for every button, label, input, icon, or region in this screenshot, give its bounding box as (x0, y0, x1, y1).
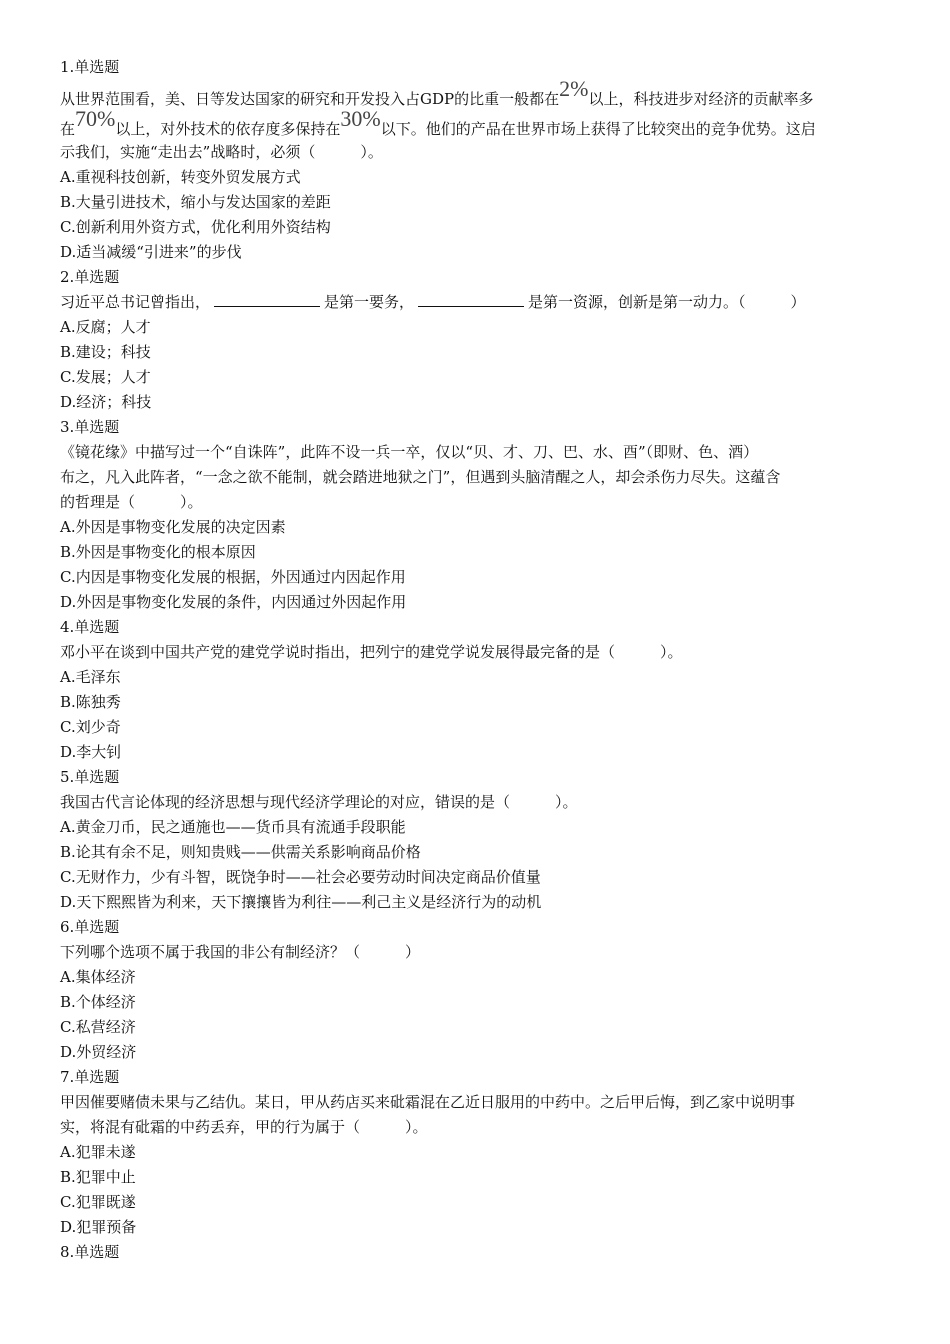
answer-blank (418, 292, 524, 307)
option-c[interactable]: C.刘少奇 (60, 718, 121, 736)
question-2-stem (60, 290, 900, 315)
stem-text: 是第一资源，创新是第一动力。（ ） (528, 293, 806, 311)
option-c[interactable]: C.创新利用外资方式，优化利用外资结构 (60, 218, 331, 236)
option-b[interactable]: B.犯罪中止 (60, 1168, 136, 1186)
option-a[interactable]: A.毛泽东 (60, 668, 121, 686)
question-4-stem: 邓小平在谈到中国共产党的建党学说时指出，把列宁的建党学说发展得最完备的是（ ）。 (60, 643, 683, 661)
question-1-header: 1.单选题 (60, 58, 120, 76)
stem-text: 在 (60, 120, 76, 138)
question-5-header: 5.单选题 (60, 768, 120, 786)
option-c[interactable]: C.发展；人才 (60, 368, 151, 386)
question-3-stem-line-1: 《镜花缘》中描写过一个“自诛阵”，此阵不设一兵一卒，仅以“贝、才、刀、巴、水、酉”（即财、色、酒） (60, 443, 759, 461)
option-a[interactable]: A.集体经济 (60, 968, 136, 986)
option-a[interactable]: A.反腐；人才 (60, 318, 151, 336)
option-d[interactable]: D.适当减缓“引进来”的步伐 (60, 243, 242, 261)
option-b[interactable]: B.陈独秀 (60, 693, 121, 711)
option-c[interactable]: C.私营经济 (60, 1018, 136, 1036)
question-7-stem-line-1: 甲因催要赌债未果与乙结仇。某日，甲从药店买来砒霜混在乙近日服用的中药中。之后甲后悔，到乙家中说明事 (60, 1093, 796, 1111)
stem-text: 从世界范围看，美、日等发达国家的研究和开发投入占GDP的比重一般都在 (60, 90, 560, 108)
option-d[interactable]: D.李大钊 (60, 743, 122, 761)
stem-text: 习近平总书记曾指出， (60, 293, 211, 311)
option-c[interactable]: C.内因是事物变化发展的根据，外因通过内因起作用 (60, 568, 406, 586)
stem-text: 以上，科技进步对经济的贡献率多 (588, 90, 814, 108)
question-7-stem-line-2: 实，将混有砒霜的中药丢弃，甲的行为属于（ ）。 (60, 1118, 428, 1136)
question-1-stem-line-1 (60, 76, 900, 110)
option-a[interactable]: A.黄金刀币，民之通施也——货币具有流通手段职能 (60, 818, 406, 836)
percent-value: 2% (559, 76, 589, 101)
option-b[interactable]: B.个体经济 (60, 993, 136, 1011)
question-1-stem-line-2 (60, 106, 900, 140)
option-d[interactable]: D.外贸经济 (60, 1043, 137, 1061)
question-4-header: 4.单选题 (60, 618, 120, 636)
percent-value: 30% (340, 106, 381, 131)
stem-text: 是第一要务， (324, 293, 415, 311)
question-8-header: 8.单选题 (60, 1243, 120, 1261)
question-3-stem-line-2: 布之，凡入此阵者，“一念之欲不能制，就会踏进地狱之门”，但遇到头脑清醒之人，却会杀伤力尽失。这蕴含 (60, 468, 781, 486)
option-d[interactable]: D.犯罪预备 (60, 1218, 137, 1236)
question-1-stem-line-3: 示我们，实施“走出去”战略时，必须（ ）。 (60, 143, 383, 161)
option-a[interactable]: A.外因是事物变化发展的决定因素 (60, 518, 286, 536)
document-body (60, 55, 900, 1265)
option-b[interactable]: B.论其有余不足，则知贵贱——供需关系影响商品价格 (60, 843, 421, 861)
option-b[interactable]: B.大量引进技术，缩小与发达国家的差距 (60, 193, 331, 211)
question-6-header: 6.单选题 (60, 918, 120, 936)
answer-blank (214, 292, 320, 307)
stem-text: 以上，对外技术的依存度多保持在 (115, 120, 341, 138)
percent-value: 70% (75, 106, 116, 131)
question-3-stem-line-3: 的哲理是（ ）。 (60, 493, 203, 511)
question-5-stem: 我国古代言论体现的经济思想与现代经济学理论的对应，错误的是（ ）。 (60, 793, 578, 811)
option-d[interactable]: D.天下熙熙皆为利来，天下攘攘皆为利往——利己主义是经济行为的动机 (60, 893, 542, 911)
stem-text: 以下。他们的产品在世界市场上获得了比较突出的竞争优势。这启 (380, 120, 816, 138)
option-c[interactable]: C.无财作力，少有斗智，既饶争时——社会必要劳动时间决定商品价值量 (60, 868, 541, 886)
question-3-header: 3.单选题 (60, 418, 120, 436)
option-c[interactable]: C.犯罪既遂 (60, 1193, 136, 1211)
question-6-stem: 下列哪个选项不属于我国的非公有制经济？（ ） (60, 943, 421, 961)
option-b[interactable]: B.建设；科技 (60, 343, 151, 361)
question-2-header: 2.单选题 (60, 268, 120, 286)
option-d[interactable]: D.经济；科技 (60, 393, 152, 411)
option-b[interactable]: B.外因是事物变化的根本原因 (60, 543, 256, 561)
question-7-header: 7.单选题 (60, 1068, 120, 1086)
option-a[interactable]: A.重视科技创新，转变外贸发展方式 (60, 168, 301, 186)
option-a[interactable]: A.犯罪未遂 (60, 1143, 136, 1161)
option-d[interactable]: D.外因是事物变化发展的条件，内因通过外因起作用 (60, 593, 407, 611)
